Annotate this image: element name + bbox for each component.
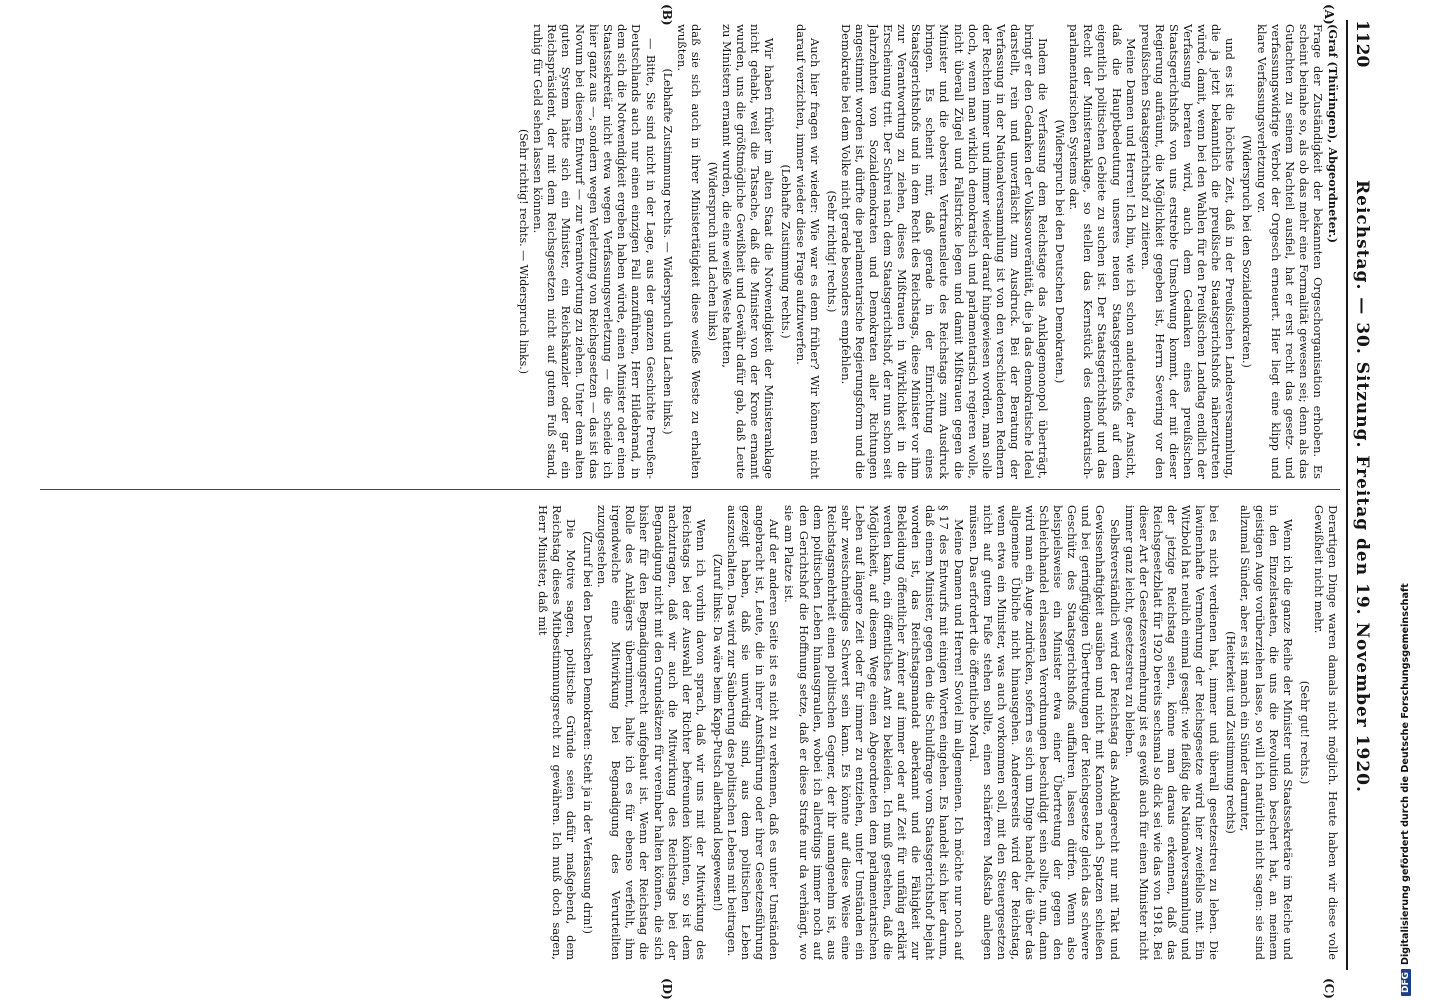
paragraph: bei es nicht verdienen hat, immer und überall gesetzestreu zu leben. Die lawinenhafte Vermehrung der Reichsgesetze wird hier zweifellos mit. Ein Witzbold hat neulich einmal gesagt: wie fleißig die Nationalversammlung und der jetzige Reichstag seien, könne man daraus erkennen, daß das Reichsgesetzblatt für 1920 bereits sechsmal so dick sei wie das von 1918. Bei dieser Art der Gesetzesvermehrung ist es gewiß auch für einen Minister nicht immer ganz leicht, gesetzestreu zu bleiben. (1122, 505, 1222, 960)
interjection: (Zuruf bei den Deutschen Demokraten: Steht ja in der Verfassung drin!) (581, 531, 595, 934)
paragraph: Wenn ich vorhin davon sprach, daß wir uns mit der Mitwirkung des Reichstags bei der Auswahl der Richter befreunden könnten, so ist dem nachzutragen, daß wir auch die Mitwirkung des Reichstags bei der Begnadigung nicht mit den Grundsätzen für vereinbar halten können, die sich bisher für den Begnadigungsrecht aufgebaut ist. Wenn der Reichstag die Rolle des Anklägers übernimmt, halte ich es für ebenso verfehlt, ihm irgendwelche eine Mitwirkung bei Begnadigung des Verurteilten zuzugestehen. (595, 505, 708, 960)
right-column (30, 505, 1340, 960)
paragraph: Indem die Verfassung dem Reichstage das Anklagemonopol überträgt, bringt er den Gedanken der Volkssouveränität, die ja das demokratische Ideal darstellt, rein und unverfälscht zum Ausdruck. Bei der Beratung der Verfassung in der Nationalversammlung ist von den verschiedenen Rednern der Rechten immer und immer wieder darauf hingewiesen worden, man solle doch, wenn man wirklich demokratisch und parlamentarisch regieren wolle, nicht überall Zügel und Fallstricke legen und damit Mißtrauen gegen die Minister und die obersten Vertrauensleute des Reichstags zum Ausdruck bringen. Es scheint mir, daß gerade in der Einrichtung eines Staatsgerichtshofs und in dem Recht des Reichstags, diese Minister vor ihm zur Verantwortung zu ziehen, dieses Mißtrauen in Wirklichkeit in die Erscheinung tritt. Der Schrei nach dem Staatsgerichtshof, der nun schon seit Jahrzehnten von Sozialdemokraten und Demokraten aller Richtungen angestimmt worden ist, dürfte die parlamentarische Regierungsform und die Demokratie bei dem Volke nicht gerade besonders empfehlen. (838, 24, 1051, 479)
interjection: (Heiterkeit und Zustimmung rechts) (1224, 631, 1238, 834)
interjection: (Sehr gut! rechts.) (1297, 680, 1311, 785)
paragraph: Frage der Zuständigkeit der bekannten Orgeschorganisation erhoben. Es scheint beinahe so, als ob das mehr eine Formalität gewesen sei; denn als das Gutachten zu seinem Nachteil ausfiel, hat er erst recht das gesetz- und verfassungswidrige Verbot der Orgesch erneuert. Hier liegt eine klipp und klare Verfassungsverletzung vor. (1254, 24, 1325, 479)
paragraph: Meine Damen und Herren! Soviel im allgemeinen. Ich möchte nur noch auf § 17 des Entwurfs mit einigen Worten eingehen. Es handelt sich hier darum, daß einem Minister, gegen den die Schuldfrage vom Staatsgerichtshof bejaht worden ist, das Reichstagsmandat aberkannt und die Fähigkeit zur Bekleidung öffentlicher Ämter auf immer oder auf Zeit für unfähig erklärt werden kann, ein öffentliches Amt zu bekleiden. Ich muß gestehen, daß die Möglichkeit, auf diesem Wege einen Abgeordneten dem parlamentarischen Leben auf längere Zeit oder für immer zu entziehen, unter Umständen ein sehr zweischneidiges Schwert sein kann. Es könnte auf diese Weise eine Reichstagsmehrheit einen politischen Gegner, der ihr unangenehm ist, aus dem politischen Leben hinausgraulen, wobei ich allerdings immer noch auf den Gerichtshof die Hoffnung setze, daß er diese Strafe nur da verhängt, wo sie am Platze ist. (782, 505, 966, 960)
dfg-logo: DFG (1401, 969, 1411, 996)
page-number: 1120 (1352, 20, 1372, 68)
interjection: (Widerspruch bei den Sozialdemokraten.) (1240, 135, 1254, 368)
interjection: (Sehr richtig! rechts. — Widerspruch links.) (516, 128, 530, 375)
paragraph: daß sie sich auch in ihrer Ministertätigkeit diese weiße Weste zu erhalten wußten. (674, 24, 703, 479)
paragraph: Selbstverständlich wird der Reichstag das Anklagerecht nur mit Takt und Gewissenhaftigkeit ausüben und nicht mit Kanonen nach Spatzen schießen und bei geringfügigen Übertretungen der Reichsgesetze gleich das schwere Geschütz des Staatsgerichtshofs auffahren lassen dürfen. Wenn also beispielsweise ein Minister etwa einer Übertretung der gegen den Schleichhandel erlassenen Verordnungen beschuldigt sein sollte, nun, dann wird man ein Auge zudrücken, sofern es sich um Dinge handelt, die über das allgemeine Übliche nicht hinausgehen. Andererseits wird der Reichstag, wenn etwa ein Minister, was auch vorkommen soll, mit den Steuergesetzen nicht auf gutem Fuße stehen sollte, einen schärferen Maßstab anlegen müssen. Das erfordert die öffentliche Moral. (966, 505, 1122, 960)
paragraph: Auch hier fragen wir wieder: Wie war es denn früher? Wir können nicht darauf verzichten, immer wieder diese Frage aufzuwerfen. (793, 24, 822, 479)
interjection: (Zuruf links: Da wäre beim Kapp-Putsch allerhand losgewesen!) (710, 553, 724, 912)
paragraph: — Bitte, Sie sind nicht in der Lage, aus der ganzen Geschichte Preußen-Deutschlands auch nur einen einzigen Fall anzuführen, Herr Hildebrand, in dem sich die Notwendigkeit ergeben haben würde, einen Minister oder einen Staatssekretär nicht etwa wegen Verfassungsverletzung — die scheide ich hier ganz aus —, sondern wegen Verletzung von Reichsgesetzen — das ist das Novum bei diesem Entwurf — zur Verantwortung zu ziehen. Unter dem alten guten System hätte sich ein Minister, ein Reichskanzler oder gar ein Reichspräsident, der mit dem Reichsgesetzen nicht auf gutem Fuß stand, ruhig für Geld sehen lassen können. (530, 24, 658, 479)
margin-mark-b: (B) (660, 4, 674, 26)
paragraph: Meine Damen und Herren! Ich bin, wie ich schon andeutete, der Ansicht, daß die Hauptbedeutung unseres neuen Staatsgerichtshofs auf dem eigentlich politischen Gebiete zu suchen ist. Der Staatsgerichtshof und das Recht der Ministeranklage, so stellen das Kernstück des demokratisch-parlamentarischen Systems dar. (1067, 24, 1138, 479)
margin-mark-a: (A) (1322, 4, 1336, 25)
interjection: (Sehr richtig! rechts.) (824, 190, 838, 313)
digitization-credit (1400, 583, 1411, 996)
paragraph: Wir haben früher im alten Staat die Notwendigkeit der Ministeranklage nicht gehabt, weil die Tatsache, daß die Minister von der Krone ernannt wurden, uns die größtmögliche Gewißheit und Gewähr dafür gab, daß Leute zu Ministern ernannt wurden, die eine weiße Weste hatten, (720, 24, 777, 479)
speaker-line: (Graf (Thüringen), Abgeordneter.) (1326, 24, 1340, 244)
interjection: (Lebhafte Zustimmung rechts. — Widerspruch und Lachen links.) (660, 68, 674, 435)
paragraph: Auf der anderen Seite ist es nicht zu verkennen, daß es unter Umständen angebracht ist, Leute, die in ihrer Amtsführung oder ihrer Gesetzesführung gezeigt haben, daß sie unwürdig sind, aus dem politischen Leben auszuschalten. Das wird zur Säuberung des politischen Lebens mit beitragen. (725, 505, 782, 960)
interjection: (Widerspruch bei den Deutschen Demokraten.) (1053, 119, 1067, 384)
running-head: Reichstag. — 30. Sitzung. Freitag den 19. November 1920. (1352, 180, 1372, 793)
credit-text: Digitalisierung gefördert durch die Deutsche Forschungsgemeinschaft (1400, 583, 1411, 965)
page-header (1346, 20, 1374, 970)
column-divider (40, 489, 1340, 490)
margin-mark-d: (D) (660, 978, 674, 1000)
interjection: (Widerspruch und Lachen links) (705, 161, 719, 342)
interjection: (Lebhafte Zustimmung rechts.) (779, 164, 793, 339)
margin-mark-c: (C) (1322, 978, 1336, 999)
paragraph: Wenn ich die ganze Reihe der Minister und Staatssekretäre im Reiche und in den Einzelstaaten, die uns die Revolution beschert hat, an meinem geistigen Auge vorüberziehen lasse, so will ich natürlich nicht sagen: sie sind allzumal Sünder, aber es ist manch ein Sünder darunter, (1238, 505, 1295, 960)
paragraph: und es ist die höchste Zeit, daß in der Preußischen Landesversammlung, die ja jetzt bekanntlich die preußische Staatsgerichtshofs näherzutreten würde, damit, wenn bei den Wahlen für den Preußischen Landtag endlich der Verfassung beraten wird, auch dem Gedanken eines preußischen Staatsgerichtshofs von uns erstrebte Umschwung kommt, der mit dieser Regierung aufräumt, die Möglichkeit gegeben ist, Herrn Severing vor den preußischen Staatsgerichtshof zu zitieren. (1138, 24, 1238, 479)
left-column (30, 24, 1340, 479)
paragraph: Derartigen Dinge waren damals nicht möglich. Heute haben wir diese volle Gewißheit nicht mehr. (1311, 505, 1340, 960)
paragraph: Die Motive sagen, politische Gründe seien dafür maßgebend, dem Reichstag dieses Mitbestimmungsrecht zu gewähren. Ich muß doch sagen, Herr Minister, daß mit (535, 505, 579, 960)
